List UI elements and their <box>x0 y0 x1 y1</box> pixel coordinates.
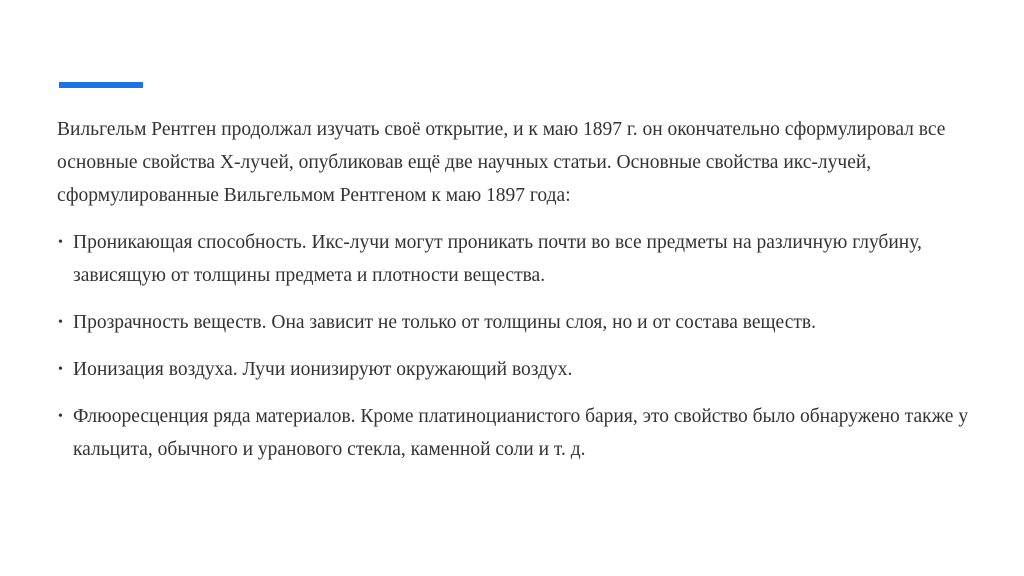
list-item <box>57 400 977 466</box>
bullet-icon: • <box>58 315 63 330</box>
bullet-icon: • <box>58 235 63 250</box>
bullet-icon: • <box>58 409 63 424</box>
list-item <box>57 226 977 292</box>
properties-list <box>57 226 977 466</box>
list-item-text: Ионизация воздуха. Лучи ионизируют окружающий воздух. <box>73 359 573 380</box>
list-item <box>57 306 977 339</box>
bullet-icon: • <box>58 362 63 377</box>
list-item <box>57 353 977 386</box>
list-item-text: Прозрачность веществ. Она зависит не только от толщины слоя, но и от состава веществ. <box>73 312 816 333</box>
intro-paragraph: Вильгельм Рентген продолжал изучать своё открытие, и к маю 1897 г. он окончательно сформулировал все основные свойства X-лучей, опубликовав ещё две научных статьи. Основные свойства икс-лучей, сформулированные Вильгельмом Рентгеном к маю 1897 года: <box>57 119 946 206</box>
title-accent-bar <box>59 82 143 88</box>
list-item-text: Проникающая способность. Икс-лучи могут проникать почти во все предметы на различную глубину, зависящую от толщины предмета и плотности вещества. <box>73 232 922 286</box>
slide-content <box>57 113 977 480</box>
list-item-text: Флюоресценция ряда материалов. Кроме платиноцианистого бария, это свойство было обнаружено также у кальцита, обычного и уранового стекла, каменной соли и т. д. <box>73 406 969 460</box>
